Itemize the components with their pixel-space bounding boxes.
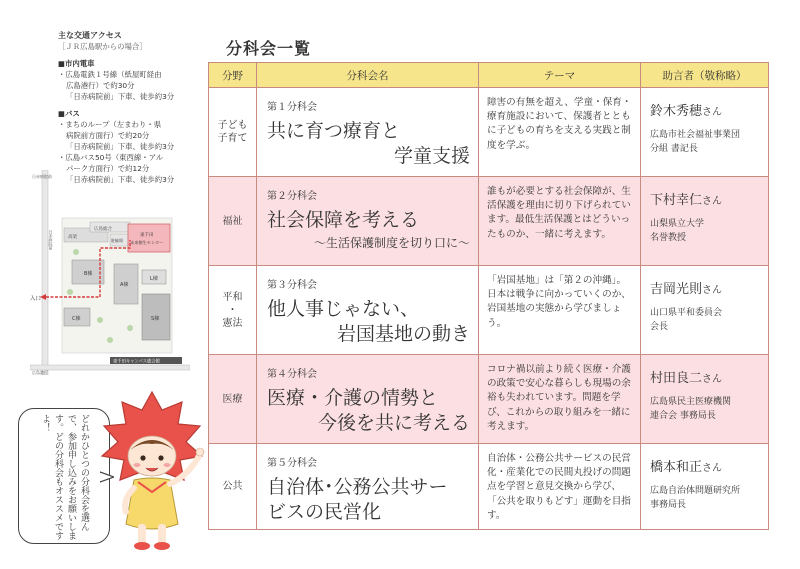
session-title: 岩国基地の動き <box>336 323 470 345</box>
tram-line3: 「日赤病院前」下車、徒歩約3分 <box>66 92 175 101</box>
session-cell <box>257 355 479 444</box>
map-campus-label: 東千田キャンパス総合館 <box>113 359 160 365</box>
session-number: 第５分科会 <box>267 458 317 469</box>
maple-mascot-illustration <box>92 384 212 556</box>
table-row <box>209 444 769 530</box>
advisor-honorific: さん <box>702 285 723 296</box>
map-bldg-a: A棟 <box>120 282 129 288</box>
map-entrance: 入口 <box>30 296 42 302</box>
theme-text: 障害の有無を超え、学童・保育・療育施設において、保護者とともに子どもの育ちを支える実践と制度を学ぶ。 <box>479 88 641 177</box>
session-title: 自治体･公務公共サー <box>267 476 448 498</box>
theme-text: 「岩国基地」は「第２の沖縄」。日本は戦争に向かっていくのか、岩国基地の実態から学びましょう。 <box>479 266 641 355</box>
field-text: 福祉 <box>222 215 243 227</box>
advisor-honorific: さん <box>702 374 723 385</box>
tram-line1: ・広島電鉄１号線（紙屋町経由 <box>58 70 162 79</box>
advisor-cell <box>641 177 769 266</box>
field-text: 子育て <box>217 133 248 144</box>
advisor-affiliation: 広島市社会福祉事業団 <box>650 130 741 140</box>
map-road-left: 日赤病院前 <box>48 230 54 250</box>
tram-line2: 広島港行）で約30分 <box>66 81 135 90</box>
map-label-center1: 東千田 <box>140 233 154 238</box>
map-label-center2: 未来創生センター <box>130 240 164 245</box>
advisor-affiliation: 会長 <box>650 322 669 332</box>
advisor-affiliation: 事務局長 <box>650 500 687 510</box>
campus-map <box>30 170 190 375</box>
session-cell <box>257 444 479 530</box>
advisor-cell <box>641 266 769 355</box>
table-row <box>209 177 769 266</box>
map-label-parking: 駐輪場 <box>111 238 123 243</box>
advisor-cell <box>641 355 769 444</box>
page-title: 分科会一覧 <box>226 39 312 58</box>
map-road-bottom: 広島港行 <box>32 370 48 375</box>
map-bldg-l: L棟 <box>150 276 158 282</box>
header-theme: テーマ <box>479 63 641 88</box>
session-title: 医療・介護の情勢と <box>267 387 439 409</box>
advisor-affiliation: 広島自治体問題研究所 <box>650 486 741 496</box>
bus1-line3: 「日赤病院前」下車、徒歩約3分 <box>66 142 175 151</box>
bus2-line3: 「日赤病院前」下車、徒歩約3分 <box>66 175 175 184</box>
field-text: 医療 <box>222 393 243 405</box>
field-text: ・ <box>227 304 238 316</box>
map-bldg-s: S棟 <box>151 316 160 322</box>
field-cell <box>209 266 257 355</box>
session-subtitle: ～生活保護制度を切り口に～ <box>313 236 470 250</box>
bus2-line2: パーク方面行）で約12分 <box>66 164 150 173</box>
header-session: 分科会名 <box>257 63 479 88</box>
table-row <box>209 355 769 444</box>
field-text: 子ども <box>217 120 248 131</box>
table-row <box>209 266 769 355</box>
session-table <box>208 62 769 530</box>
header-advisor: 助言者（敬称略） <box>641 63 769 88</box>
advisor-name: 鈴木秀穂 <box>650 104 703 119</box>
session-title: 社会保障を考える <box>267 209 420 231</box>
session-title: ビスの民営化 <box>267 501 382 523</box>
session-number: 第１分科会 <box>267 102 317 113</box>
advisor-name: 橋本和正 <box>650 460 703 475</box>
advisor-name: 下村幸仁 <box>650 193 703 208</box>
session-number: 第３分科会 <box>267 280 317 291</box>
bus-heading: ■バス <box>58 109 80 118</box>
theme-text: 誰もが必要とする社会保障が、生活保護を理由に切り下げられています。最低生活保護とはどういったものか、一緒に考えます。 <box>479 177 641 266</box>
tram-heading: ■市内電車 <box>58 59 95 68</box>
bus1-line2: 病院前方面行）で約20分 <box>66 131 150 140</box>
advisor-affiliation: 山口県平和委員会 <box>650 308 723 318</box>
advisor-cell <box>641 88 769 177</box>
access-subtitle: ［ＪＲ広島駅からの場合］ <box>58 42 147 51</box>
map-label-kouka: 高架 <box>68 235 77 240</box>
session-cell <box>257 88 479 177</box>
advisor-affiliation: 連合会 事務局長 <box>650 411 716 421</box>
session-number: 第２分科会 <box>267 191 317 202</box>
advisor-honorific: さん <box>702 196 723 207</box>
bus1-line1: ・まちのループ（左まわり・県 <box>58 120 162 129</box>
advisor-honorific: さん <box>702 463 723 474</box>
session-number: 第４分科会 <box>267 369 317 380</box>
advisor-affiliation: 名誉教授 <box>650 233 687 243</box>
advisor-affiliation: 広島県民主医療機関 <box>650 397 732 407</box>
advisor-name: 村田良二 <box>650 371 703 386</box>
map-road-top-left: 日赤病院前 <box>32 174 52 179</box>
advisor-name: 吉岡光則 <box>650 282 703 297</box>
session-title: 共に育つ療育と <box>267 120 401 142</box>
map-bldg-c: C棟 <box>72 316 81 322</box>
access-title: 主な交通アクセス <box>58 31 122 40</box>
map-label-hall: 広島総合 <box>94 227 112 232</box>
table-row <box>209 88 769 177</box>
theme-text: コロナ禍以前より続く医療・介護の政策で安心な暮らしも現場の余裕も失われています。問題を学び、これからの取り組みを一緒に考えます。 <box>479 355 641 444</box>
bus2-line1: ・広島バス50号（東西線・アル <box>58 153 164 162</box>
field-cell <box>209 444 257 530</box>
session-cell <box>257 177 479 266</box>
field-text: 平和 <box>222 291 243 303</box>
field-cell <box>209 177 257 266</box>
map-bldg-b: B棟 <box>84 271 93 277</box>
field-cell <box>209 88 257 177</box>
bubble-text: どれかひとつの分科会を選んで、参加申し込みをお願いします。どの分科会もオススメですよ！ <box>40 414 89 540</box>
advisor-honorific: さん <box>702 107 723 118</box>
field-text: 憲法 <box>222 317 243 329</box>
access-info <box>58 30 208 185</box>
theme-text: 自治体・公務公共サービスの民営化・産業化での民間丸投げの問題点を学習と意見交換から学び、「公共を取りもどす」運動を目指す。 <box>479 444 641 530</box>
advisor-cell <box>641 444 769 530</box>
advisor-affiliation: 分組 書記長 <box>650 144 698 154</box>
field-cell <box>209 355 257 444</box>
session-title: 他人事じゃない、 <box>267 298 420 320</box>
header-field: 分野 <box>209 63 257 88</box>
session-cell <box>257 266 479 355</box>
session-title: 今後を共に考える <box>317 412 470 434</box>
advisor-affiliation: 山梨県立大学 <box>650 219 705 229</box>
field-text: 公共 <box>222 481 243 492</box>
session-title: 学童支援 <box>393 145 470 167</box>
